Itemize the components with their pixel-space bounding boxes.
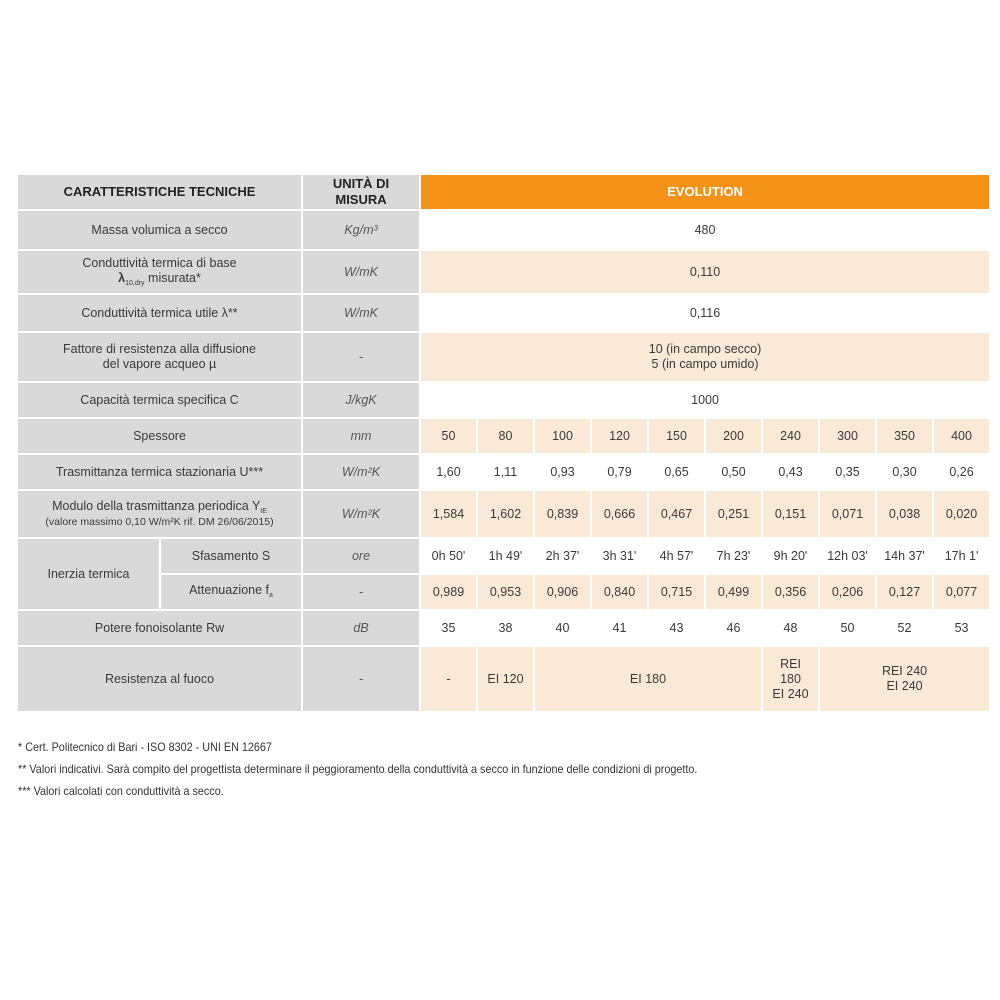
value-cell: 53 <box>933 610 990 646</box>
row-label <box>18 332 302 382</box>
footnote-2: ** Valori indicativi. Sarà compito del progettista determinare il peggioramento della conduttività a secco in funzione delle condizioni di progetto. <box>18 762 698 776</box>
row-value: 1000 <box>420 382 990 418</box>
header-row <box>18 175 990 210</box>
footnote-1: * Cert. Politecnico di Bari - ISO 8302 - UNI EN 12667 <box>18 740 272 754</box>
value-cell: 50 <box>819 610 876 646</box>
value-cell: 14h 37' <box>876 538 933 574</box>
row-unit: - <box>302 646 420 712</box>
label-text: Attenuazione f <box>189 583 269 598</box>
label-subscript: IE <box>260 508 267 515</box>
row-label: Massa volumica a secco <box>18 210 302 250</box>
value-cell: 40 <box>534 610 591 646</box>
value-cell: 43 <box>648 610 705 646</box>
value-cell: 1,60 <box>420 454 477 490</box>
lambda-subscript: 10,dry <box>125 279 145 287</box>
value-cell: 41 <box>591 610 648 646</box>
value-cell: 2h 37' <box>534 538 591 574</box>
value-cell: 3h 31' <box>591 538 648 574</box>
value-cell: 80 <box>477 418 534 454</box>
value-cell: 200 <box>705 418 762 454</box>
value-cell: 0,666 <box>591 490 648 538</box>
value-cell: 1,602 <box>477 490 534 538</box>
value-cell: 46 <box>705 610 762 646</box>
row-value: 0,110 <box>420 250 990 294</box>
value-cell: 0h 50' <box>420 538 477 574</box>
fuoco-300-line-2: EI 240 <box>886 679 923 693</box>
spec-table <box>18 175 991 713</box>
value-cell: 0,35 <box>819 454 876 490</box>
row-unit: W/m²K <box>302 490 420 538</box>
row-label: Spessore <box>18 418 302 454</box>
row-unit: - <box>302 332 420 382</box>
value-cell: 1,11 <box>477 454 534 490</box>
value-cell: 100 <box>534 418 591 454</box>
value-cell: 0,79 <box>591 454 648 490</box>
header-unita: UNITÀ DI MISURA <box>302 175 420 210</box>
value-cell: 0,65 <box>648 454 705 490</box>
row-unit: - <box>302 574 420 610</box>
lambda-symbol: λ <box>118 270 126 285</box>
value-cell: 400 <box>933 418 990 454</box>
value-cell: 0,30 <box>876 454 933 490</box>
row-capacita <box>18 382 990 418</box>
value-cell: 0,206 <box>819 574 876 610</box>
row-label: Conduttività termica utile λ** <box>18 294 302 332</box>
value-cell: 350 <box>876 418 933 454</box>
inerzia-label: Inerzia termica <box>18 538 160 610</box>
label-line-1-text: Modulo della trasmittanza periodica Y <box>52 499 261 513</box>
header-product: EVOLUTION <box>420 175 990 210</box>
label-line-1 <box>22 499 297 516</box>
row-label: Sfasamento S <box>160 538 302 574</box>
row-label <box>18 250 302 294</box>
row-conduttivita-base <box>18 250 990 294</box>
row-label: Resistenza al fuoco <box>18 646 302 712</box>
row-unit: Kg/m³ <box>302 210 420 250</box>
header-caratteristiche: CARATTERISTICHE TECNICHE <box>18 175 302 210</box>
row-sfasamento <box>18 538 990 574</box>
value-cell: 0,127 <box>876 574 933 610</box>
label-line-1: Fattore di resistenza alla diffusione <box>63 342 256 356</box>
value-cell: 52 <box>876 610 933 646</box>
value-cell: 0,151 <box>762 490 819 538</box>
row-value: 0,116 <box>420 294 990 332</box>
value-cell: 0,989 <box>420 574 477 610</box>
row-fuoco <box>18 646 990 712</box>
value-cell: 150 <box>648 418 705 454</box>
fuoco-240-line-1: REI <box>780 656 801 671</box>
row-unit: dB <box>302 610 420 646</box>
value-cell: 7h 23' <box>705 538 762 574</box>
value-cell: 48 <box>762 610 819 646</box>
row-attenuazione <box>18 574 990 610</box>
fuoco-300-line-1: REI 240 <box>881 664 928 678</box>
value-cell: 240 <box>762 418 819 454</box>
row-value <box>420 332 990 382</box>
fuoco-value-240 <box>762 646 819 712</box>
value-cell: 0,906 <box>534 574 591 610</box>
row-unit: ore <box>302 538 420 574</box>
label-line-1: Conduttività termica di base <box>82 255 237 270</box>
footnote-3: *** Valori calcolati con conduttività a secco. <box>18 784 224 798</box>
fuoco-value-50: - <box>420 646 477 712</box>
value-cell: 9h 20' <box>762 538 819 574</box>
value-cell: 300 <box>819 418 876 454</box>
row-spessore <box>18 418 990 454</box>
fuoco-value-100-200: EI 180 <box>534 646 762 712</box>
value-cell: 0,356 <box>762 574 819 610</box>
row-label: Potere fonoisolante Rw <box>18 610 302 646</box>
row-trasmittanza <box>18 454 990 490</box>
value-cell: 0,93 <box>534 454 591 490</box>
value-cell: 0,43 <box>762 454 819 490</box>
footnotes <box>18 736 882 802</box>
value-cell: 1h 49' <box>477 538 534 574</box>
value-cell: 0,038 <box>876 490 933 538</box>
row-unit: W/mK <box>302 250 420 294</box>
row-label: Trasmittanza termica stazionaria U*** <box>18 454 302 490</box>
row-modulo <box>18 490 990 538</box>
row-unit: J/kgK <box>302 382 420 418</box>
value-cell: 50 <box>420 418 477 454</box>
fuoco-240-line-2: 180 <box>780 671 801 686</box>
fuoco-value-300-400 <box>819 646 990 712</box>
row-label <box>18 490 302 538</box>
row-label <box>160 574 302 610</box>
value-cell: 0,840 <box>591 574 648 610</box>
label-line-2: del vapore acqueo µ <box>102 357 217 371</box>
fuoco-value-80: EI 120 <box>477 646 534 712</box>
row-massa <box>18 210 990 250</box>
label-line-2: (valore massimo 0,10 W/m²K rif. DM 26/06/2015) <box>45 516 274 529</box>
value-cell: 12h 03' <box>819 538 876 574</box>
row-unit: W/mK <box>302 294 420 332</box>
row-vapore <box>18 332 990 382</box>
row-unit: W/m²K <box>302 454 420 490</box>
label-line-2-text: misurata* <box>144 270 201 285</box>
row-conduttivita-utile <box>18 294 990 332</box>
value-cell: 4h 57' <box>648 538 705 574</box>
value-line-2: 5 (in campo umido) <box>651 357 759 371</box>
label-line-2 <box>22 271 297 288</box>
row-fonoisolante <box>18 610 990 646</box>
value-cell: 0,715 <box>648 574 705 610</box>
value-cell: 120 <box>591 418 648 454</box>
value-cell: 0,020 <box>933 490 990 538</box>
row-label: Capacità termica specifica C <box>18 382 302 418</box>
value-cell: 0,953 <box>477 574 534 610</box>
value-cell: 0,251 <box>705 490 762 538</box>
value-cell: 0,499 <box>705 574 762 610</box>
row-unit: mm <box>302 418 420 454</box>
value-cell: 0,50 <box>705 454 762 490</box>
row-value: 480 <box>420 210 990 250</box>
value-cell: 0,839 <box>534 490 591 538</box>
value-cell: 35 <box>420 610 477 646</box>
value-cell: 17h 1' <box>933 538 990 574</box>
value-cell: 0,467 <box>648 490 705 538</box>
value-cell: 1,584 <box>420 490 477 538</box>
label-subscript: a <box>269 592 273 600</box>
fuoco-240-line-3: EI 240 <box>772 686 809 701</box>
value-cell: 0,071 <box>819 490 876 538</box>
value-cell: 38 <box>477 610 534 646</box>
value-line-1: 10 (in campo secco) <box>648 342 762 356</box>
value-cell: 0,077 <box>933 574 990 610</box>
value-cell: 0,26 <box>933 454 990 490</box>
